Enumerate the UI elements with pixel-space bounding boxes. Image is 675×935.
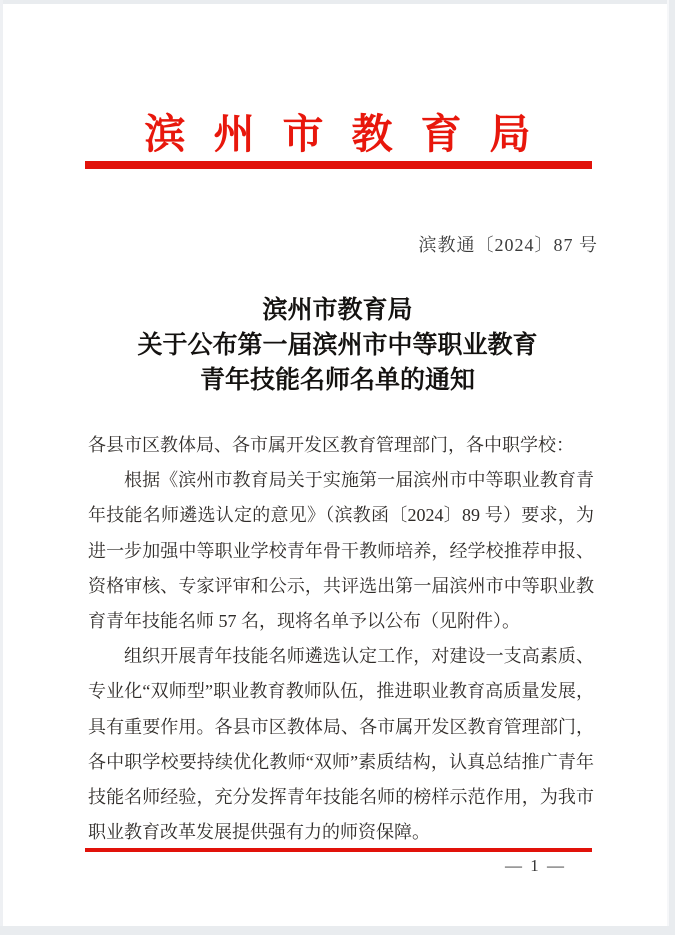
- footer-divider-line: [85, 848, 592, 852]
- document-reference-number: 滨教通〔2024〕87 号: [418, 235, 598, 255]
- body-paragraph: 组织开展青年技能名师遴选认定工作，对建设一支高素质、专业化“双师型”职业教育教师队伍，推进职业教育高质量发展，具有重要作用。各县市区教体局、各市属开发区教育管理部门，各中职学校要持续优化教师“双师”素质结构，认真总结推广青年技能名师经验，充分发挥青年技能名师的榜样示范作用，为我市职业教育改革发展提供强有力的师资保障。: [88, 646, 594, 843]
- document-title-line: 青年技能名师名单的通知: [199, 367, 475, 394]
- page-number: — 1 —: [505, 856, 566, 875]
- document-title: [0, 293, 675, 398]
- agency-letterhead-name: 滨州市教育局: [144, 111, 559, 157]
- page-edge-top: [0, 0, 675, 4]
- document-title-line: 滨州市教育局: [262, 297, 413, 324]
- document-title-line: 关于公布第一届滨州市中等职业教育: [137, 332, 538, 359]
- document-body: [88, 428, 594, 850]
- page-edge-bottom: [0, 926, 675, 935]
- body-paragraph: 根据《滨州市教育局关于实施第一届滨州市中等职业教育青年技能名师遴选认定的意见》（滨教函〔2024〕89 号）要求，为进一步加强中等职业学校青年骨干教师培养，经学校推荐申报、资格审核、专家评审和公示，共评选出第一届滨州市中等职业教育青年技能名师 57 名，现将名单予以公布（见附件）。: [88, 470, 594, 632]
- salutation-line: 各县市区教体局、各市属开发区教育管理部门，各中职学校：: [88, 435, 574, 455]
- letterhead-divider-line: [85, 161, 592, 169]
